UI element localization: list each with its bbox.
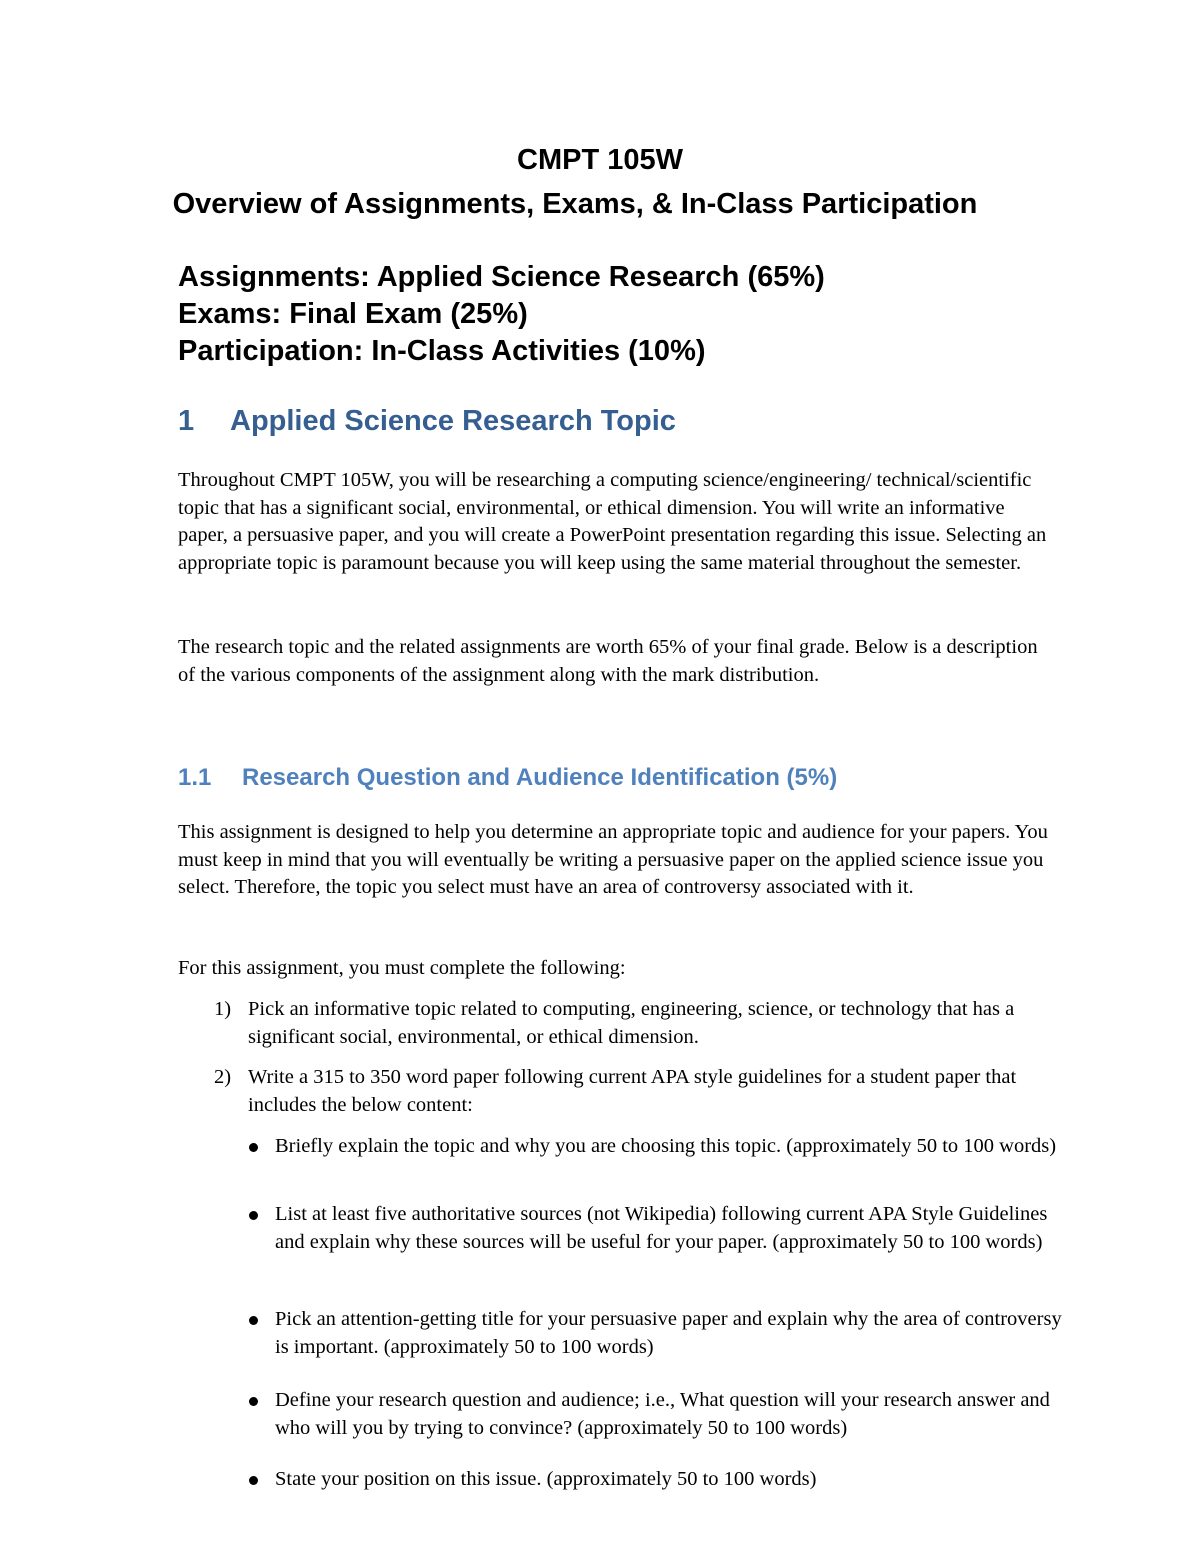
bullet-icon — [249, 1211, 258, 1220]
course-title: CMPT 105W — [517, 144, 683, 176]
section1-paragraph-1: Throughout CMPT 105W, you will be researching a computing science/engineering/ technical/scientific topic that has a significant social, environmental, or ethical dimension. You will write an informative paper, a persuasive paper, and you will create a PowerPoint presentation regarding this issue. Selecting an appropriate topic is paramount because you will keep using the same material throughout the semester. — [178, 469, 1047, 574]
section1-paragraph-2: The research topic and the related assignments are worth 65% of your final grade. Below is a description of the various components of the assignment along with the mark distribution. — [178, 636, 1038, 686]
bullet-icon — [249, 1476, 258, 1485]
list-item-text: Pick an informative topic related to computing, engineering, science, or technology that has a significant social, environmental, or ethical dimension. — [248, 998, 1015, 1048]
section-number: 1 — [178, 405, 195, 437]
bullet-text: Briefly explain the topic and why you are choosing this topic. (approximately 50 to 100 words) — [275, 1135, 1057, 1157]
subsection-paragraph-2: For this assignment, you must complete the following: — [178, 957, 626, 979]
section-heading-1 — [178, 403, 676, 439]
section-heading-1-1 — [178, 762, 837, 794]
document-subtitle: Overview of Assignments, Exams, & In-Class Participation — [172, 188, 978, 220]
section-title: Applied Science Research Topic — [230, 405, 676, 437]
bullet-text: State your position on this issue. (approximately 50 to 100 words) — [275, 1468, 817, 1490]
weight-assignments: Assignments: Applied Science Research (65%) — [178, 261, 825, 293]
weight-participation: Participation: In-Class Activities (10%) — [178, 335, 706, 367]
list-marker: 2) — [214, 1066, 232, 1088]
bullet-text: Define your research question and audience; i.e., What question will your research answer and who will you by trying to convince? (approximately 50 to 100 words) — [275, 1389, 1050, 1439]
grade-weights — [178, 259, 825, 370]
list-marker: 1) — [214, 998, 232, 1020]
bullet-icon — [249, 1316, 258, 1325]
weight-exams: Exams: Final Exam (25%) — [178, 298, 528, 330]
subsection-paragraph-1: This assignment is designed to help you determine an appropriate topic and audience for your papers. You must keep in mind that you will eventually be writing a persuasive paper on the applied science issue you select. Therefore, the topic you select must have an area of controversy associated with it. — [178, 821, 1048, 899]
bullet-icon — [249, 1143, 258, 1152]
bullet-text: List at least five authoritative sources (not Wikipedia) following current APA Style Guidelines and explain why these sources will be useful for your paper. (approximately 50 to 100 words) — [275, 1203, 1048, 1253]
subsection-title: Research Question and Audience Identification (5%) — [242, 764, 838, 791]
subsection-number: 1.1 — [178, 764, 212, 791]
list-item-text: Write a 315 to 350 word paper following current APA style guidelines for a student paper that includes the below content: — [248, 1066, 1017, 1116]
bullet-icon — [249, 1397, 258, 1406]
bullet-text: Pick an attention-getting title for your persuasive paper and explain why the area of controversy is important. (approximately 50 to 100 words) — [275, 1308, 1062, 1358]
